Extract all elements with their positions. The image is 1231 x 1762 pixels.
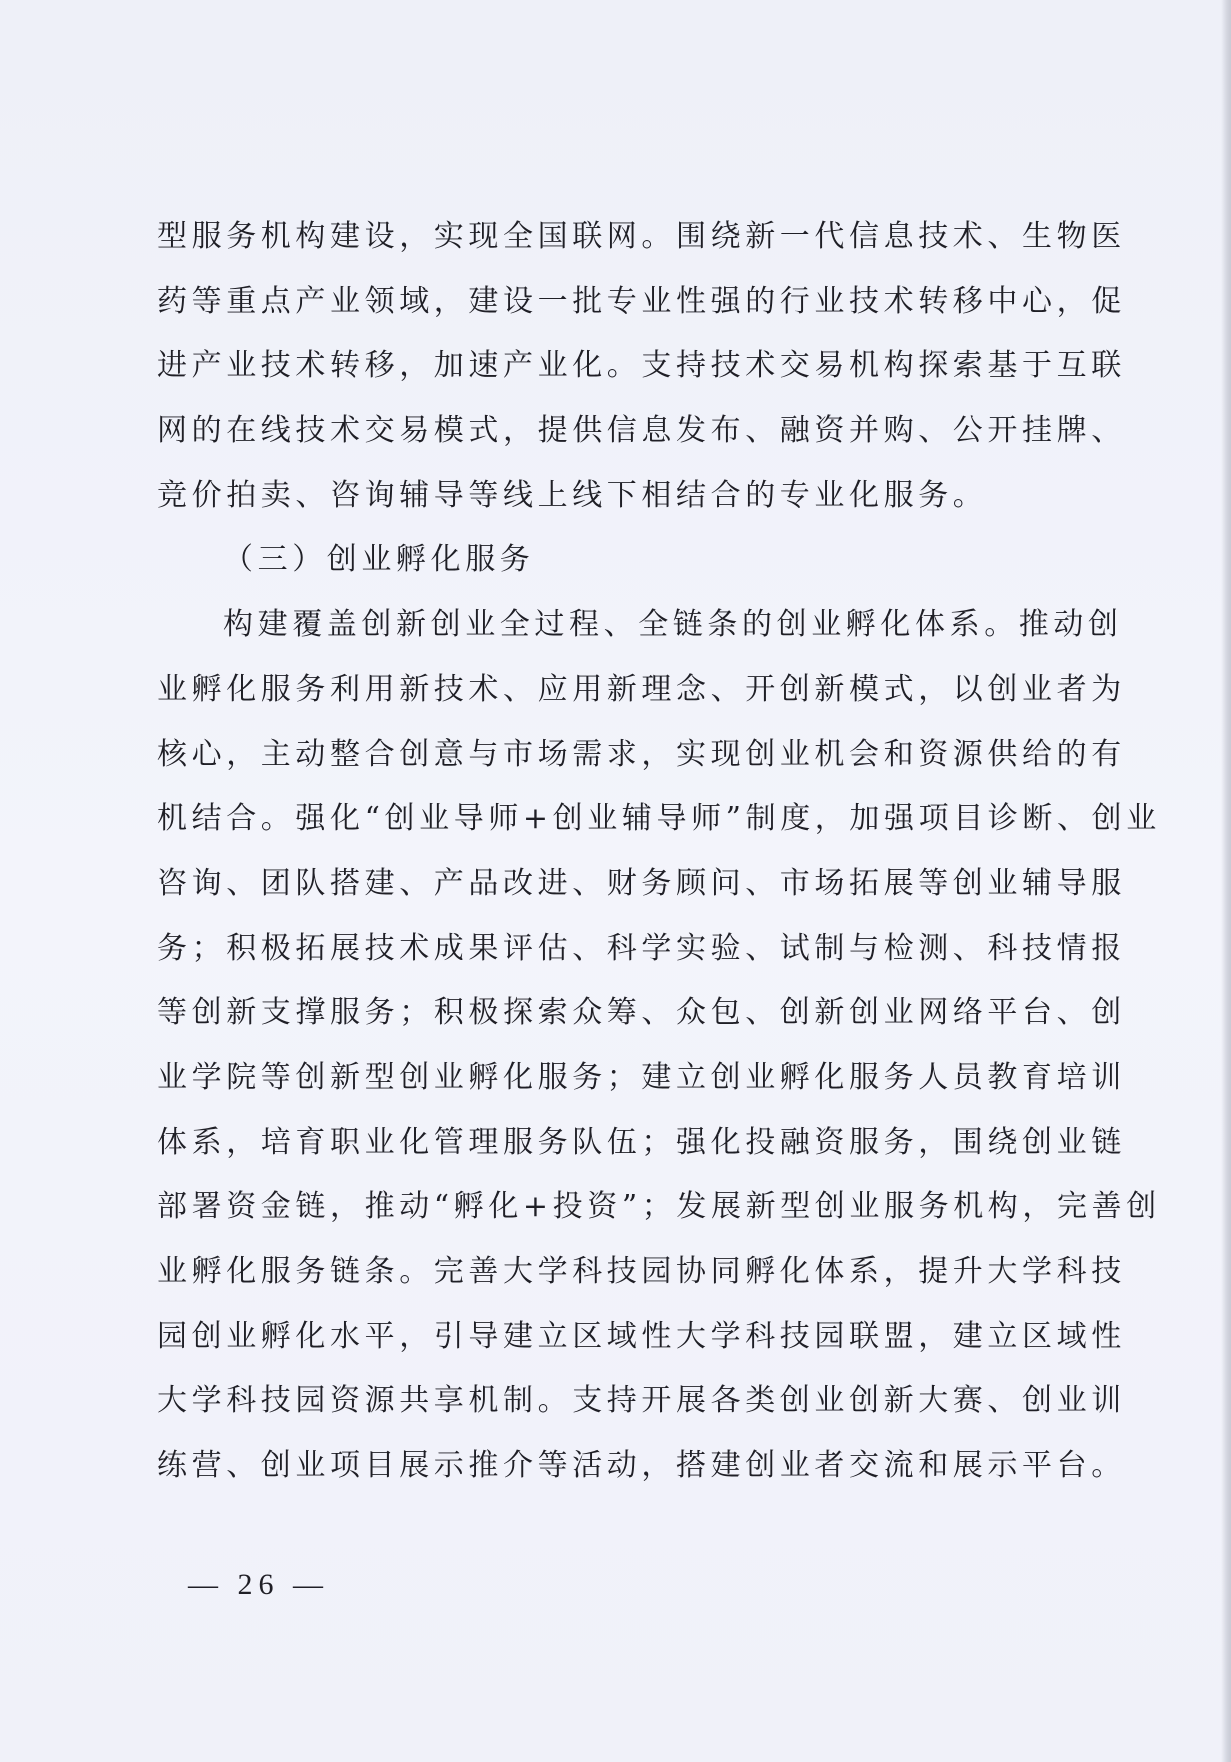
text-line: 部署资金链，推动“孵化+投资”；发展新型创业服务机构，完善创 bbox=[157, 1189, 1161, 1225]
section-heading: （三）创业孵化服务 bbox=[223, 542, 535, 578]
page-edge-shadow bbox=[1221, 0, 1231, 1762]
text-line: 药等重点产业领域，建设一批专业性强的行业技术转移中心，促 bbox=[157, 283, 1126, 319]
text-line: 业孵化服务利用新技术、应用新理念、开创新模式，以创业者为 bbox=[157, 671, 1126, 707]
text-line: 业孵化服务链条。完善大学科技园协同孵化体系，提升大学科技 bbox=[157, 1254, 1126, 1289]
page-number: — 26 — bbox=[188, 1568, 329, 1601]
text-line: 进产业技术转移，加速产业化。支持技术交易机构探索基于互联 bbox=[157, 348, 1126, 384]
document-body bbox=[157, 205, 1161, 1499]
text-line: 核心，主动整合创意与市场需求，实现创业机会和资源供给的有 bbox=[157, 736, 1126, 772]
text-line: 务；积极拓展技术成果评估、科学实验、试制与检测、科技情报 bbox=[157, 930, 1126, 966]
text-line: 园创业孵化水平，引导建立区域性大学科技园联盟，建立区域性 bbox=[157, 1318, 1126, 1354]
text-line: 体系，培育职业化管理服务队伍；强化投融资服务，围绕创业链 bbox=[157, 1124, 1126, 1160]
text-line: 大学科技园资源共享机制。支持开展各类创业创新大赛、创业训 bbox=[157, 1383, 1126, 1419]
text-line: 网的在线技术交易模式，提供信息发布、融资并购、公开挂牌、 bbox=[157, 413, 1126, 449]
text-line: 咨询、团队搭建、产品改进、财务顾问、市场拓展等创业辅导服 bbox=[157, 865, 1126, 901]
text-line: 业学院等创新型创业孵化服务；建立创业孵化服务人员教育培训 bbox=[157, 1059, 1126, 1095]
text-line: 型服务机构建设，实现全国联网。围绕新一代信息技术、生物医 bbox=[157, 219, 1126, 254]
text-line: 机结合。强化“创业导师+创业辅导师”制度，加强项目诊断、创业 bbox=[157, 801, 1161, 837]
text-line: 练营、创业项目展示推介等活动，搭建创业者交流和展示平台。 bbox=[157, 1448, 1126, 1484]
text-line: 构建覆盖创新创业全过程、全链条的创业孵化体系。推动创 bbox=[223, 607, 1123, 643]
text-line: 竞价拍卖、咨询辅导等线上线下相结合的专业化服务。 bbox=[157, 477, 988, 513]
text-line: 等创新支撑服务；积极探索众筹、众包、创新创业网络平台、创 bbox=[157, 995, 1126, 1031]
